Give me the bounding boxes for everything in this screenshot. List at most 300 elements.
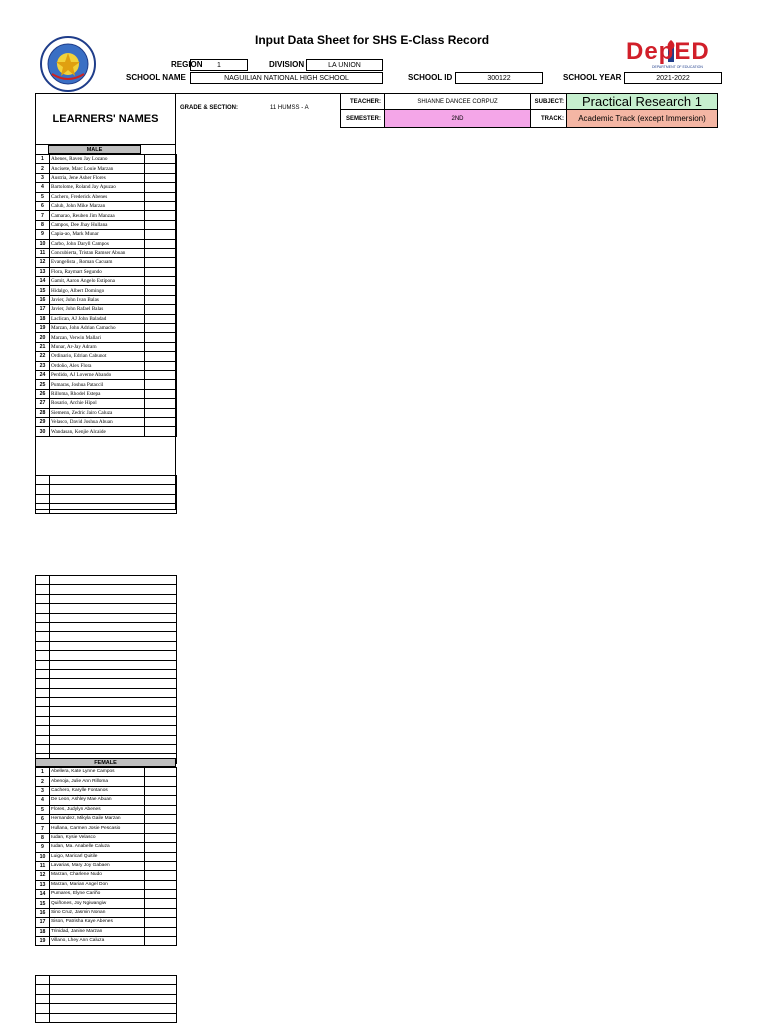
learner-name[interactable]: Villano, Lhey Ann Caluza [50,937,145,946]
extra-cell[interactable] [145,267,177,276]
male-row[interactable] [36,286,177,295]
subject-field[interactable]: Practical Research 1 [566,93,718,110]
female-heading: FEMALE [35,758,176,767]
blank-cell[interactable] [50,651,177,660]
track-field[interactable]: Academic Track (except Immersion) [566,109,718,128]
learner-name[interactable]: Ordoño, Alex Flora [50,361,145,370]
blank-cell[interactable] [50,976,177,985]
row-number: 15 [36,899,50,908]
male-roster [35,154,177,437]
blank-cell[interactable] [36,476,50,485]
learner-name[interactable]: Javier, John Ivan Balas [50,295,145,304]
blank-row[interactable] [36,688,177,697]
blank-cell[interactable] [36,1004,50,1013]
blank-cell[interactable] [36,735,50,744]
learner-name[interactable]: Gamit, Aaron Angelo Estipona [50,277,145,286]
blank-cell[interactable] [36,660,50,669]
male-row[interactable] [36,361,177,370]
learner-name[interactable]: Flores, Judylyn Abenes [50,805,145,814]
learner-name[interactable]: Javier, John Rafael Balas [50,305,145,314]
male-row[interactable] [36,155,177,164]
blank-row[interactable] [36,1013,177,1022]
extra-cell[interactable] [145,230,177,239]
extra-cell[interactable] [145,899,177,908]
blank-cell[interactable] [36,632,50,641]
female-row[interactable] [36,937,177,946]
male-row[interactable] [36,352,177,361]
male-row[interactable] [36,342,177,351]
blank-row[interactable] [36,1004,177,1013]
row-number: 17 [36,918,50,927]
learner-name[interactable]: Marzan, Marian Angel Don [50,880,145,889]
blank-cell[interactable] [50,594,177,603]
learner-name[interactable]: Carbo, John Daryll Campos [50,239,145,248]
blank-cell[interactable] [50,726,177,735]
blank-cell[interactable] [36,594,50,603]
learner-name[interactable]: Pumaras, Joshua Pataccil [50,380,145,389]
row-number: 12 [36,871,50,880]
blank-row[interactable] [36,641,177,650]
learner-name[interactable]: Concubierta, Tristan Ramser Abuan [50,248,145,257]
row-number: 4 [36,183,50,192]
learner-name[interactable]: Wandasan, Kenjie Alcaide [50,427,145,436]
blank-cell[interactable] [50,716,177,725]
teacher-label: TEACHER: [350,98,381,105]
learner-name[interactable]: Munar, Ar-Jay Adrarn [50,342,145,351]
row-number: 24 [36,370,50,379]
row-number: 23 [36,361,50,370]
male-row[interactable] [36,173,177,182]
deped-logo [624,38,720,72]
extra-cell[interactable] [145,173,177,182]
male-row[interactable] [36,192,177,201]
blank-cell[interactable] [36,669,50,678]
blank-row[interactable] [36,745,177,754]
extra-cell[interactable] [145,361,177,370]
row-number: 4 [36,796,50,805]
extra-cell[interactable] [145,937,177,946]
blank-row[interactable] [36,679,177,688]
blank-cell[interactable] [50,604,177,613]
extra-cell[interactable] [145,333,177,342]
learner-name[interactable]: Rosario, Archie Hipol [50,399,145,408]
extra-cell[interactable] [145,314,177,323]
blank-cell[interactable] [36,976,50,985]
female-row[interactable] [36,833,177,842]
learner-name[interactable]: Marzan, John Adrian Camacho [50,324,145,333]
extra-cell[interactable] [145,155,177,164]
female-row[interactable] [36,927,177,936]
blank-cell[interactable] [36,679,50,688]
learner-name[interactable]: Ordinario, Edrian Cabunot [50,352,145,361]
extra-cell[interactable] [145,796,177,805]
row-number: 12 [36,258,50,267]
blank-row[interactable] [36,494,177,503]
school-name-field[interactable]: NAGUILIAN NATIONAL HIGH SCHOOL [190,72,383,84]
extra-cell[interactable] [145,814,177,823]
deped-logo-text: DepED [626,38,710,65]
row-number: 17 [36,305,50,314]
row-number: 28 [36,408,50,417]
row-number: 25 [36,380,50,389]
blank-row[interactable] [36,726,177,735]
extra-cell[interactable] [145,768,177,777]
female-row[interactable] [36,777,177,786]
learner-name[interactable]: Siemenn, Zedric Jairo Caluza [50,408,145,417]
blank-row[interactable] [36,576,177,585]
row-number: 3 [36,786,50,795]
extra-cell[interactable] [145,192,177,201]
female-row[interactable] [36,899,177,908]
blank-cell[interactable] [36,622,50,631]
track-label: TRACK: [541,115,564,122]
blank-cell[interactable] [50,585,177,594]
blank-cell[interactable] [36,716,50,725]
extra-cell[interactable] [145,833,177,842]
blank-cell[interactable] [50,660,177,669]
extra-cell[interactable] [145,880,177,889]
extra-cell[interactable] [145,201,177,210]
learner-name[interactable]: De Leon, Ashley Mae Abuan [50,796,145,805]
extra-cell[interactable] [145,342,177,351]
learner-name[interactable]: Abenes, Raven Jay Lozano [50,155,145,164]
subject-label: SUBJECT: [534,98,564,105]
extra-cell[interactable] [145,277,177,286]
learner-name[interactable]: Iudan, Ma. Anabelle Caluza [50,843,145,852]
row-number: 8 [36,833,50,842]
extra-cell[interactable] [145,258,177,267]
learner-name[interactable]: Luigo, Maricarl Quitile [50,852,145,861]
male-row[interactable] [36,324,177,333]
blank-row[interactable] [36,613,177,622]
extra-cell[interactable] [145,248,177,257]
blank-row[interactable] [36,735,177,744]
female-row[interactable] [36,918,177,927]
extra-cell[interactable] [145,427,177,436]
blank-row[interactable] [36,707,177,716]
extra-cell[interactable] [145,861,177,870]
blank-cell[interactable] [50,613,177,622]
row-number: 13 [36,267,50,276]
learner-name[interactable]: Calub, John Mike Marzan [50,201,145,210]
blank-row[interactable] [36,485,177,494]
row-number: 29 [36,417,50,426]
blank-cell[interactable] [50,669,177,678]
learner-name[interactable]: Abenoja, Julie Ann Rilloma [50,777,145,786]
learner-name[interactable]: Lavarias, Mary Joy Gabaen [50,861,145,870]
row-number: 21 [36,342,50,351]
page-title: Input Data Sheet for SHS E-Class Record [255,33,490,47]
extra-cell[interactable] [145,286,177,295]
male-heading: MALE [48,145,141,154]
learner-name[interactable]: Capia-ao, Mark Munar [50,230,145,239]
blank-cell[interactable] [50,622,177,631]
extra-cell[interactable] [145,370,177,379]
blank-cell[interactable] [50,735,177,744]
row-number: 18 [36,314,50,323]
learner-name[interactable]: Sino Cruz, Jasmin Nonan [50,908,145,917]
blank-cell[interactable] [36,504,50,513]
blank-cell[interactable] [50,679,177,688]
school-year-label: SCHOOL YEAR [563,73,622,82]
learner-name[interactable]: Bartolome, Roland Jay Apuzao [50,183,145,192]
extra-cell[interactable] [145,211,177,220]
extra-cell[interactable] [145,417,177,426]
subject-label-cell [530,93,567,110]
semester-label-cell [340,109,385,128]
extra-cell[interactable] [145,927,177,936]
male-row[interactable] [36,333,177,342]
blank-row[interactable] [36,716,177,725]
blank-cell[interactable] [50,688,177,697]
blank-cell[interactable] [36,585,50,594]
learner-name[interactable]: Abellera, Kate Lynne Campos [50,768,145,777]
learner-name[interactable]: Camarao, Reuben Jim Manzaa [50,211,145,220]
semester-field[interactable]: 2ND [384,109,531,128]
row-number: 2 [36,777,50,786]
extra-cell[interactable] [145,852,177,861]
male-row[interactable] [36,389,177,398]
male-row[interactable] [36,427,177,436]
blank-cell[interactable] [50,698,177,707]
school-id-field[interactable]: 300122 [455,72,543,84]
learner-name[interactable]: Hullana, Carmen Josie Pescasio [50,824,145,833]
deped-seal [40,36,96,92]
blank-cell[interactable] [36,576,50,585]
row-number: 13 [36,880,50,889]
extra-cell[interactable] [145,786,177,795]
male-row[interactable] [36,277,177,286]
female-row[interactable] [36,880,177,889]
female-row[interactable] [36,768,177,777]
division-label: DIVISION [269,60,305,69]
page2-blank-rows [35,575,177,764]
learner-name[interactable]: Hidalgo, Albert Domingo [50,286,145,295]
male-blank-rows [35,475,177,514]
extra-cell[interactable] [145,220,177,229]
blank-row[interactable] [36,476,177,485]
extra-cell[interactable] [145,295,177,304]
blank-row[interactable] [36,698,177,707]
extra-cell[interactable] [145,777,177,786]
blank-cell[interactable] [36,494,50,503]
female-row[interactable] [36,786,177,795]
learners-names-label: LEARNERS' NAMES [52,113,159,125]
blank-cell[interactable] [36,726,50,735]
male-row[interactable] [36,380,177,389]
row-number: 5 [36,192,50,201]
blank-cell[interactable] [36,641,50,650]
learner-name[interactable]: Cachero, Karylle Fontanos [50,786,145,795]
male-row[interactable] [36,183,177,192]
grade-section-label: GRADE & SECTION: [180,105,239,111]
learner-name[interactable]: Laclican, AJ John Baladad [50,314,145,323]
male-row[interactable] [36,211,177,220]
female-row[interactable] [36,871,177,880]
male-row[interactable] [36,201,177,210]
female-blank-rows [35,975,177,1023]
blank-row[interactable] [36,585,177,594]
male-row[interactable] [36,230,177,239]
row-number: 16 [36,295,50,304]
extra-cell[interactable] [145,389,177,398]
extra-cell[interactable] [145,399,177,408]
row-number: 6 [36,201,50,210]
extra-cell[interactable] [145,408,177,417]
blank-cell[interactable] [36,994,50,1003]
female-row[interactable] [36,852,177,861]
extra-cell[interactable] [145,890,177,899]
blank-cell[interactable] [50,494,177,503]
blank-row[interactable] [36,594,177,603]
learner-name[interactable]: Austria, Jene Asher Flores [50,173,145,182]
blank-cell[interactable] [36,688,50,697]
row-number: 8 [36,220,50,229]
learner-name[interactable]: Sison, Patrisha Kaye Abenes [50,918,145,927]
row-number: 11 [36,248,50,257]
male-row[interactable] [36,305,177,314]
blank-cell[interactable] [36,604,50,613]
blank-row[interactable] [36,985,177,994]
male-row[interactable] [36,258,177,267]
blank-row[interactable] [36,632,177,641]
learner-name[interactable]: Campos, Dee Jhay Hullana [50,220,145,229]
extra-cell[interactable] [145,324,177,333]
learner-name[interactable]: Marzan, Charlene Nudo [50,871,145,880]
learner-name[interactable]: Marzan, Verwin Mallari [50,333,145,342]
male-row[interactable] [36,239,177,248]
blank-row[interactable] [36,504,177,513]
blank-row[interactable] [36,651,177,660]
male-row[interactable] [36,399,177,408]
blank-cell[interactable] [50,504,177,513]
female-roster [35,767,177,946]
blank-cell[interactable] [36,707,50,716]
blank-row[interactable] [36,604,177,613]
learner-name[interactable]: Evangelista , Roman Cacuam [50,258,145,267]
extra-cell[interactable] [145,305,177,314]
female-row[interactable] [36,908,177,917]
blank-cell[interactable] [50,985,177,994]
learner-name[interactable]: Perdido, AJ Loverne Abando [50,370,145,379]
extra-cell[interactable] [145,352,177,361]
blank-row[interactable] [36,669,177,678]
extra-cell[interactable] [145,843,177,852]
learner-name[interactable]: Trinidad, Janine Marzan [50,927,145,936]
row-number: 6 [36,814,50,823]
learner-name[interactable]: Quiñones, Joy Ngiwangiw [50,899,145,908]
blank-cell[interactable] [50,485,177,494]
male-row[interactable] [36,417,177,426]
extra-cell[interactable] [145,380,177,389]
row-number: 20 [36,333,50,342]
row-number: 9 [36,230,50,239]
blank-row[interactable] [36,994,177,1003]
school-year-field[interactable]: 2021-2022 [624,72,722,84]
row-number: 19 [36,937,50,946]
male-row[interactable] [36,314,177,323]
extra-cell[interactable] [145,908,177,917]
blank-cell[interactable] [50,476,177,485]
blank-cell[interactable] [36,1013,50,1022]
female-row[interactable] [36,824,177,833]
blank-cell[interactable] [50,994,177,1003]
learner-name[interactable]: Rilloma, Rhodel Estepa [50,389,145,398]
blank-cell[interactable] [50,641,177,650]
blank-cell[interactable] [50,1004,177,1013]
blank-cell[interactable] [50,576,177,585]
row-number: 11 [36,861,50,870]
learners-names-heading [35,93,176,145]
seal-icon [40,36,96,92]
male-row[interactable] [36,370,177,379]
learner-name[interactable]: Flora, Raymart Segundo [50,267,145,276]
learner-name[interactable]: Velasco, David Joshua Abuan [50,417,145,426]
row-number: 18 [36,927,50,936]
row-number: 14 [36,277,50,286]
school-name-label: SCHOOL NAME [126,73,186,82]
extra-cell[interactable] [145,824,177,833]
blank-row[interactable] [36,976,177,985]
region-label: REGION [171,60,203,69]
grade-section-value[interactable]: 11 HUMSS - A [270,105,309,111]
blank-cell[interactable] [36,485,50,494]
row-number: 10 [36,852,50,861]
row-number: 19 [36,324,50,333]
extra-cell[interactable] [145,918,177,927]
blank-cell[interactable] [50,707,177,716]
male-row[interactable] [36,267,177,276]
learner-name[interactable]: Hernandez, Mikyla Gaile Marzan [50,814,145,823]
region-field[interactable]: 1 [190,59,248,71]
learner-name[interactable]: Iudan, Kysie Velasco [50,833,145,842]
blank-row[interactable] [36,622,177,631]
semester-label: SEMESTER: [345,115,381,122]
blank-cell[interactable] [50,1013,177,1022]
blank-cell[interactable] [36,613,50,622]
extra-cell[interactable] [145,183,177,192]
female-row[interactable] [36,796,177,805]
learner-name[interactable]: Cachero, Frederick Abenes [50,192,145,201]
female-row[interactable] [36,843,177,852]
blank-cell[interactable] [36,698,50,707]
division-field[interactable]: LA UNION [306,59,383,71]
blank-cell[interactable] [50,632,177,641]
male-row[interactable] [36,295,177,304]
teacher-field[interactable]: SHIANNE DANCEE CORPUZ [384,93,531,110]
row-number: 9 [36,843,50,852]
female-row[interactable] [36,805,177,814]
male-row[interactable] [36,248,177,257]
learner-name[interactable]: Ancisete, Marc Louie Marzan [50,164,145,173]
blank-row[interactable] [36,660,177,669]
blank-cell[interactable] [36,651,50,660]
female-row[interactable] [36,890,177,899]
blank-cell[interactable] [50,745,177,754]
female-row[interactable] [36,861,177,870]
extra-cell[interactable] [145,164,177,173]
female-row[interactable] [36,814,177,823]
learner-name[interactable]: Pumares, Elyne Cariño [50,890,145,899]
extra-cell[interactable] [145,805,177,814]
extra-cell[interactable] [145,239,177,248]
blank-cell[interactable] [36,985,50,994]
male-row[interactable] [36,220,177,229]
blank-cell[interactable] [36,745,50,754]
extra-cell[interactable] [145,871,177,880]
male-row[interactable] [36,164,177,173]
male-row[interactable] [36,408,177,417]
